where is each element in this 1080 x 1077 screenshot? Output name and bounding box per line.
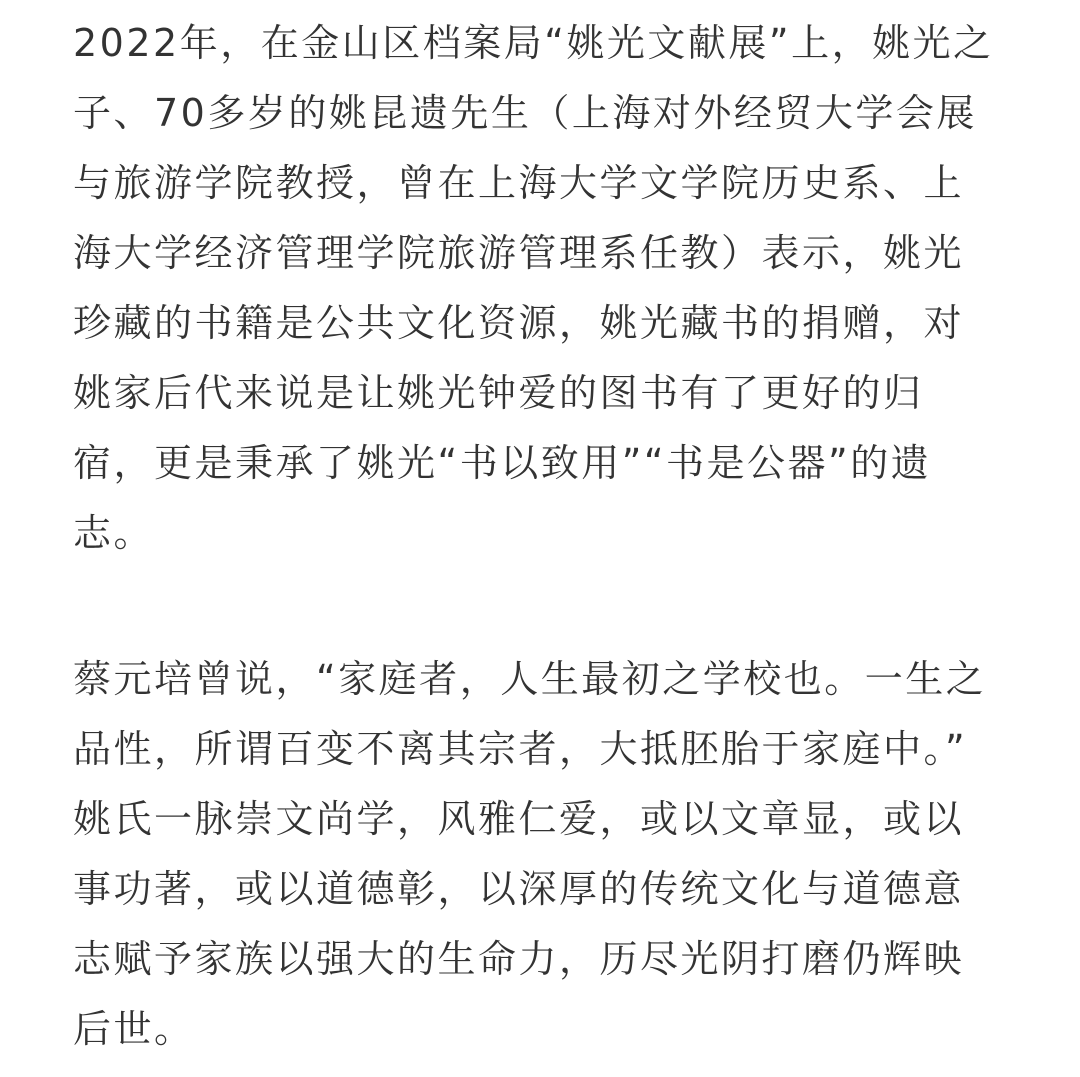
article-body <box>73 8 1008 1064</box>
paragraph-family-education: 蔡元培曾说，“家庭者，人生最初之学校也。一生之 品性，所谓百变不离其宗者，大抵胚胎于家庭中。” 姚氏一脉崇文尚学，风雅仁爱，或以文章显，或以 事功著，或以道德彰，以深厚的传统文化与道德意 志赋予家族以强大的生命力，历尽光阴打磨仍辉映 后世。 <box>73 657 987 1051</box>
paragraph-yao-guang-donation: 2022年，在金山区档案局“姚光文献展”上，姚光之 子、70多岁的姚昆遗先生（上海对外经贸大学会展 与旅游学院教授，曾在上海大学文学院历史系、上 海大学经济管理学院旅游管理系任教）表示，姚光 珍藏的书籍是公共文化资源，姚光藏书的捐赠，对 姚家后代来说是让姚光钟爱的图书有了更好的归 宿，更是秉承了姚光“书以致用”“书是公器”的遗 志。 <box>73 21 994 555</box>
